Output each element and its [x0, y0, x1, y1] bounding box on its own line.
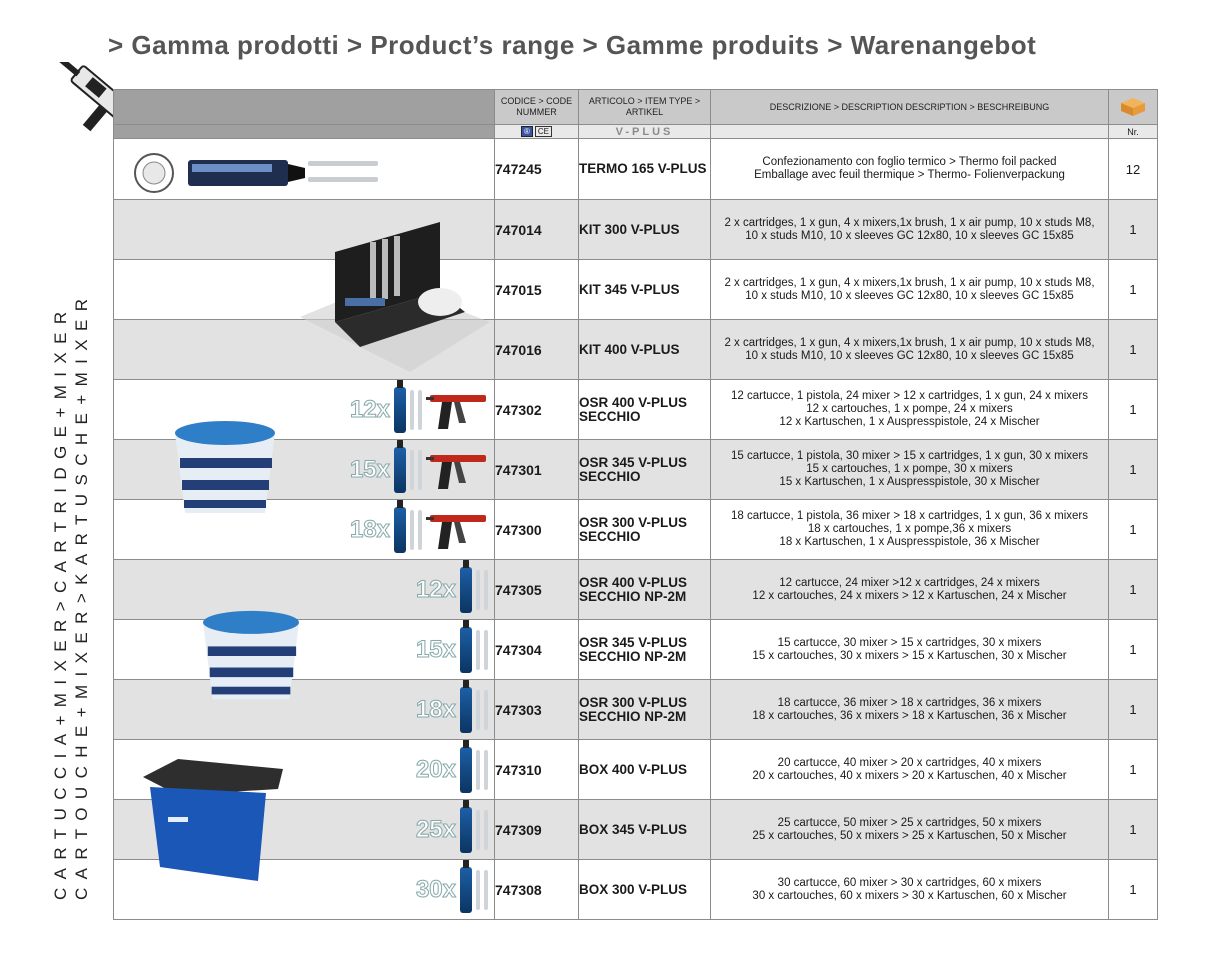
product-description: 18 cartucce, 1 pistola, 36 mixer > 18 x cartridges, 1 x gun, 36 x mixers 18 x cartouches, 1 x pompe,36 x mixers 18 x Kartuschen, 1 x Auspresspistole, 36 x Mischer — [711, 500, 1109, 560]
cartridge-icon — [460, 807, 472, 853]
bucket-image-small — [198, 608, 304, 704]
article-name: BOX 345 V-PLUS — [579, 800, 711, 860]
package-contents-visual — [416, 560, 488, 619]
product-description: 2 x cartridges, 1 x gun, 4 x mixers,1x brush, 1 x air pump, 10 x studs M8, 10 x studs M10, 10 x sleeves GC 12x80, 10 x sleeves GC 15x85 — [711, 200, 1109, 260]
product-code: 747015 — [495, 260, 579, 320]
cartridge-icon — [460, 627, 472, 673]
mixer-nozzle-icon — [476, 630, 480, 670]
header-nr — [1109, 90, 1158, 125]
nr-label: Nr. — [1109, 125, 1158, 139]
article-name: BOX 300 V-PLUS — [579, 860, 711, 920]
mixer-nozzle-icon — [410, 390, 414, 430]
table-row — [114, 320, 1158, 380]
package-contents-visual — [416, 860, 488, 919]
side-vertical-caption — [50, 180, 110, 900]
table-row — [114, 200, 1158, 260]
product-description: 18 cartucce, 36 mixer > 18 x cartridges, 36 x mixers 18 x cartouches, 36 x mixers > 18 x Kartuschen, 36 x Mischer — [711, 680, 1109, 740]
package-count: 1 — [1109, 800, 1158, 860]
product-description: 2 x cartridges, 1 x gun, 4 x mixers,1x brush, 1 x air pump, 10 x studs M8, 10 x studs M10, 10 x sleeves GC 12x80, 10 x sleeves GC 15x85 — [711, 320, 1109, 380]
quantity-label: 15x — [349, 455, 390, 483]
cartridge-icon — [460, 567, 472, 613]
product-code: 747304 — [495, 620, 579, 680]
package-count: 1 — [1109, 860, 1158, 920]
package-contents-visual — [350, 380, 488, 439]
table-subheader-row — [114, 125, 1158, 139]
mixer-nozzle-icon — [410, 510, 414, 550]
cartridge-icon — [460, 867, 472, 913]
mixer-nozzle-icon — [418, 390, 422, 430]
quantity-label: 12x — [415, 575, 456, 603]
dispenser-gun-icon — [426, 449, 488, 491]
package-count: 1 — [1109, 500, 1158, 560]
article-name: OSR 300 V-PLUS SECCHIO NP-2M — [579, 680, 711, 740]
article-name: TERMO 165 V-PLUS — [579, 139, 711, 200]
product-description: 20 cartucce, 40 mixer > 20 x cartridges, 40 x mixers 20 x cartouches, 40 x mixers > 20 x Kartuschen, 40 x Mischer — [711, 740, 1109, 800]
side-caption-line-1: CARTUCCIA+MIXER>CARTRIDGE+MIXER — [51, 303, 70, 900]
quantity-label: 25x — [415, 815, 456, 843]
product-description: 12 cartucce, 24 mixer >12 x cartridges, 24 x mixers 12 x cartouches, 24 x mixers > 12 x Kartuschen, 24 x Mischer — [711, 560, 1109, 620]
article-name: OSR 345 V-PLUS SECCHIO NP-2M — [579, 620, 711, 680]
package-contents-visual — [416, 740, 488, 799]
product-description: 15 cartucce, 30 mixer > 15 x cartridges, 30 x mixers 15 x cartouches, 30 x mixers > 15 x Kartuschen, 30 x Mischer — [711, 620, 1109, 680]
mixer-nozzle-icon — [418, 510, 422, 550]
package-count: 1 — [1109, 440, 1158, 500]
article-name: OSR 400 V-PLUS SECCHIO — [579, 380, 711, 440]
quantity-label: 12x — [349, 395, 390, 423]
product-description: 12 cartucce, 1 pistola, 24 mixer > 12 x cartridges, 1 x gun, 24 x mixers 12 x cartouches, 1 x pompe, 24 x mixers 12 x Kartuschen, 1 x Auspresspistole, 24 x Mischer — [711, 380, 1109, 440]
quantity-label: 20x — [415, 755, 456, 783]
cartridge-icon — [460, 687, 472, 733]
mixer-nozzle-icon — [418, 450, 422, 490]
product-code: 747014 — [495, 200, 579, 260]
cartridge-icon — [394, 387, 406, 433]
dispenser-gun-illustration — [28, 62, 123, 172]
header-article: ARTICOLO > ITEM TYPE > ARTIKEL — [579, 90, 711, 125]
storage-box-image — [138, 755, 288, 883]
article-name: BOX 400 V-PLUS — [579, 740, 711, 800]
package-contents-visual — [350, 500, 488, 559]
table-row — [114, 260, 1158, 320]
quantity-label: 18x — [349, 515, 390, 543]
mixer-nozzle-icon — [476, 870, 480, 910]
kit-case-image — [290, 212, 490, 372]
article-name: OSR 345 V-PLUS SECCHIO — [579, 440, 711, 500]
article-name: KIT 400 V-PLUS — [579, 320, 711, 380]
cartridge-icon — [394, 507, 406, 553]
package-count: 1 — [1109, 560, 1158, 620]
product-code: 747309 — [495, 800, 579, 860]
ce-mark-icon: CE — [535, 126, 552, 137]
package-contents-visual — [416, 800, 488, 859]
article-name: KIT 345 V-PLUS — [579, 260, 711, 320]
package-contents-visual — [350, 440, 488, 499]
header-description: DESCRIZIONE > DESCRIPTION DESCRIPTION > BESCHREIBUNG — [711, 90, 1109, 125]
cartridge-icon — [460, 747, 472, 793]
series-label: V-PLUS — [579, 125, 711, 139]
product-code: 747301 — [495, 440, 579, 500]
header-image-column — [114, 90, 495, 125]
bucket-image-large — [170, 418, 280, 518]
quantity-label: 30x — [415, 875, 456, 903]
package-count: 1 — [1109, 740, 1158, 800]
mixer-nozzle-icon — [484, 870, 488, 910]
termo-product-image — [130, 150, 390, 196]
product-description: 25 cartucce, 50 mixer > 25 x cartridges, 50 x mixers 25 x cartouches, 50 x mixers > 25 x Kartuschen, 50 x Mischer — [711, 800, 1109, 860]
quantity-label: 18x — [415, 695, 456, 723]
page-title: > Gamma prodotti > Product’s range > Gamme produits > Warenangebot — [108, 30, 1037, 60]
approval-mark-icon: ® — [521, 126, 533, 137]
product-code: 747300 — [495, 500, 579, 560]
package-count: 1 — [1109, 620, 1158, 680]
package-contents-visual — [416, 620, 488, 679]
product-image-cell — [114, 680, 495, 740]
package-count: 1 — [1109, 200, 1158, 260]
product-image-cell — [114, 620, 495, 680]
mixer-nozzle-icon — [484, 630, 488, 670]
mixer-nozzle-icon — [410, 450, 414, 490]
product-code: 747302 — [495, 380, 579, 440]
quantity-label: 15x — [415, 635, 456, 663]
product-code: 747305 — [495, 560, 579, 620]
product-code: 747016 — [495, 320, 579, 380]
mixer-nozzle-icon — [476, 570, 480, 610]
mixer-nozzle-icon — [484, 690, 488, 730]
dispenser-gun-icon — [426, 389, 488, 431]
mixer-nozzle-icon — [484, 810, 488, 850]
package-count: 1 — [1109, 320, 1158, 380]
mixer-nozzle-icon — [484, 570, 488, 610]
package-count: 1 — [1109, 260, 1158, 320]
mixer-nozzle-icon — [476, 690, 480, 730]
dispenser-gun-icon — [426, 509, 488, 551]
product-code: 747310 — [495, 740, 579, 800]
article-name: OSR 300 V-PLUS SECCHIO — [579, 500, 711, 560]
mixer-nozzle-icon — [484, 750, 488, 790]
product-description: 30 cartucce, 60 mixer > 30 x cartridges, 60 x mixers 30 x cartouches, 60 x mixers > 30 x Kartuschen, 60 x Mischer — [711, 860, 1109, 920]
package-count: 12 — [1109, 139, 1158, 200]
box-icon — [1117, 95, 1149, 117]
mixer-nozzle-icon — [476, 750, 480, 790]
package-count: 1 — [1109, 380, 1158, 440]
table-header-row — [114, 90, 1158, 125]
product-description: Confezionamento con foglio termico > Thermo foil packed Emballage avec feuil thermique > Thermo- Folienverpackung — [711, 139, 1109, 200]
cartridge-icon — [394, 447, 406, 493]
product-code: 747303 — [495, 680, 579, 740]
article-name: OSR 400 V-PLUS SECCHIO NP-2M — [579, 560, 711, 620]
package-count: 1 — [1109, 680, 1158, 740]
product-code: 747245 — [495, 139, 579, 200]
product-code: 747308 — [495, 860, 579, 920]
article-name: KIT 300 V-PLUS — [579, 200, 711, 260]
certification-marks — [495, 125, 579, 139]
side-caption-line-2: CARTOUCHE+MIXER>KARTUSCHE+MIXER — [72, 290, 91, 900]
product-description: 2 x cartridges, 1 x gun, 4 x mixers,1x brush, 1 x air pump, 10 x studs M8, 10 x studs M10, 10 x sleeves GC 12x80, 10 x sleeves GC 15x85 — [711, 260, 1109, 320]
header-code: CODICE > CODE NUMMER — [495, 90, 579, 125]
product-image-cell — [114, 560, 495, 620]
mixer-nozzle-icon — [476, 810, 480, 850]
product-description: 15 cartucce, 1 pistola, 30 mixer > 15 x cartridges, 1 x gun, 30 x mixers 15 x cartouches, 1 x pompe, 30 x mixers 15 x Kartuschen, 1 x Auspresspistole, 30 x Mischer — [711, 440, 1109, 500]
package-contents-visual — [416, 680, 488, 739]
